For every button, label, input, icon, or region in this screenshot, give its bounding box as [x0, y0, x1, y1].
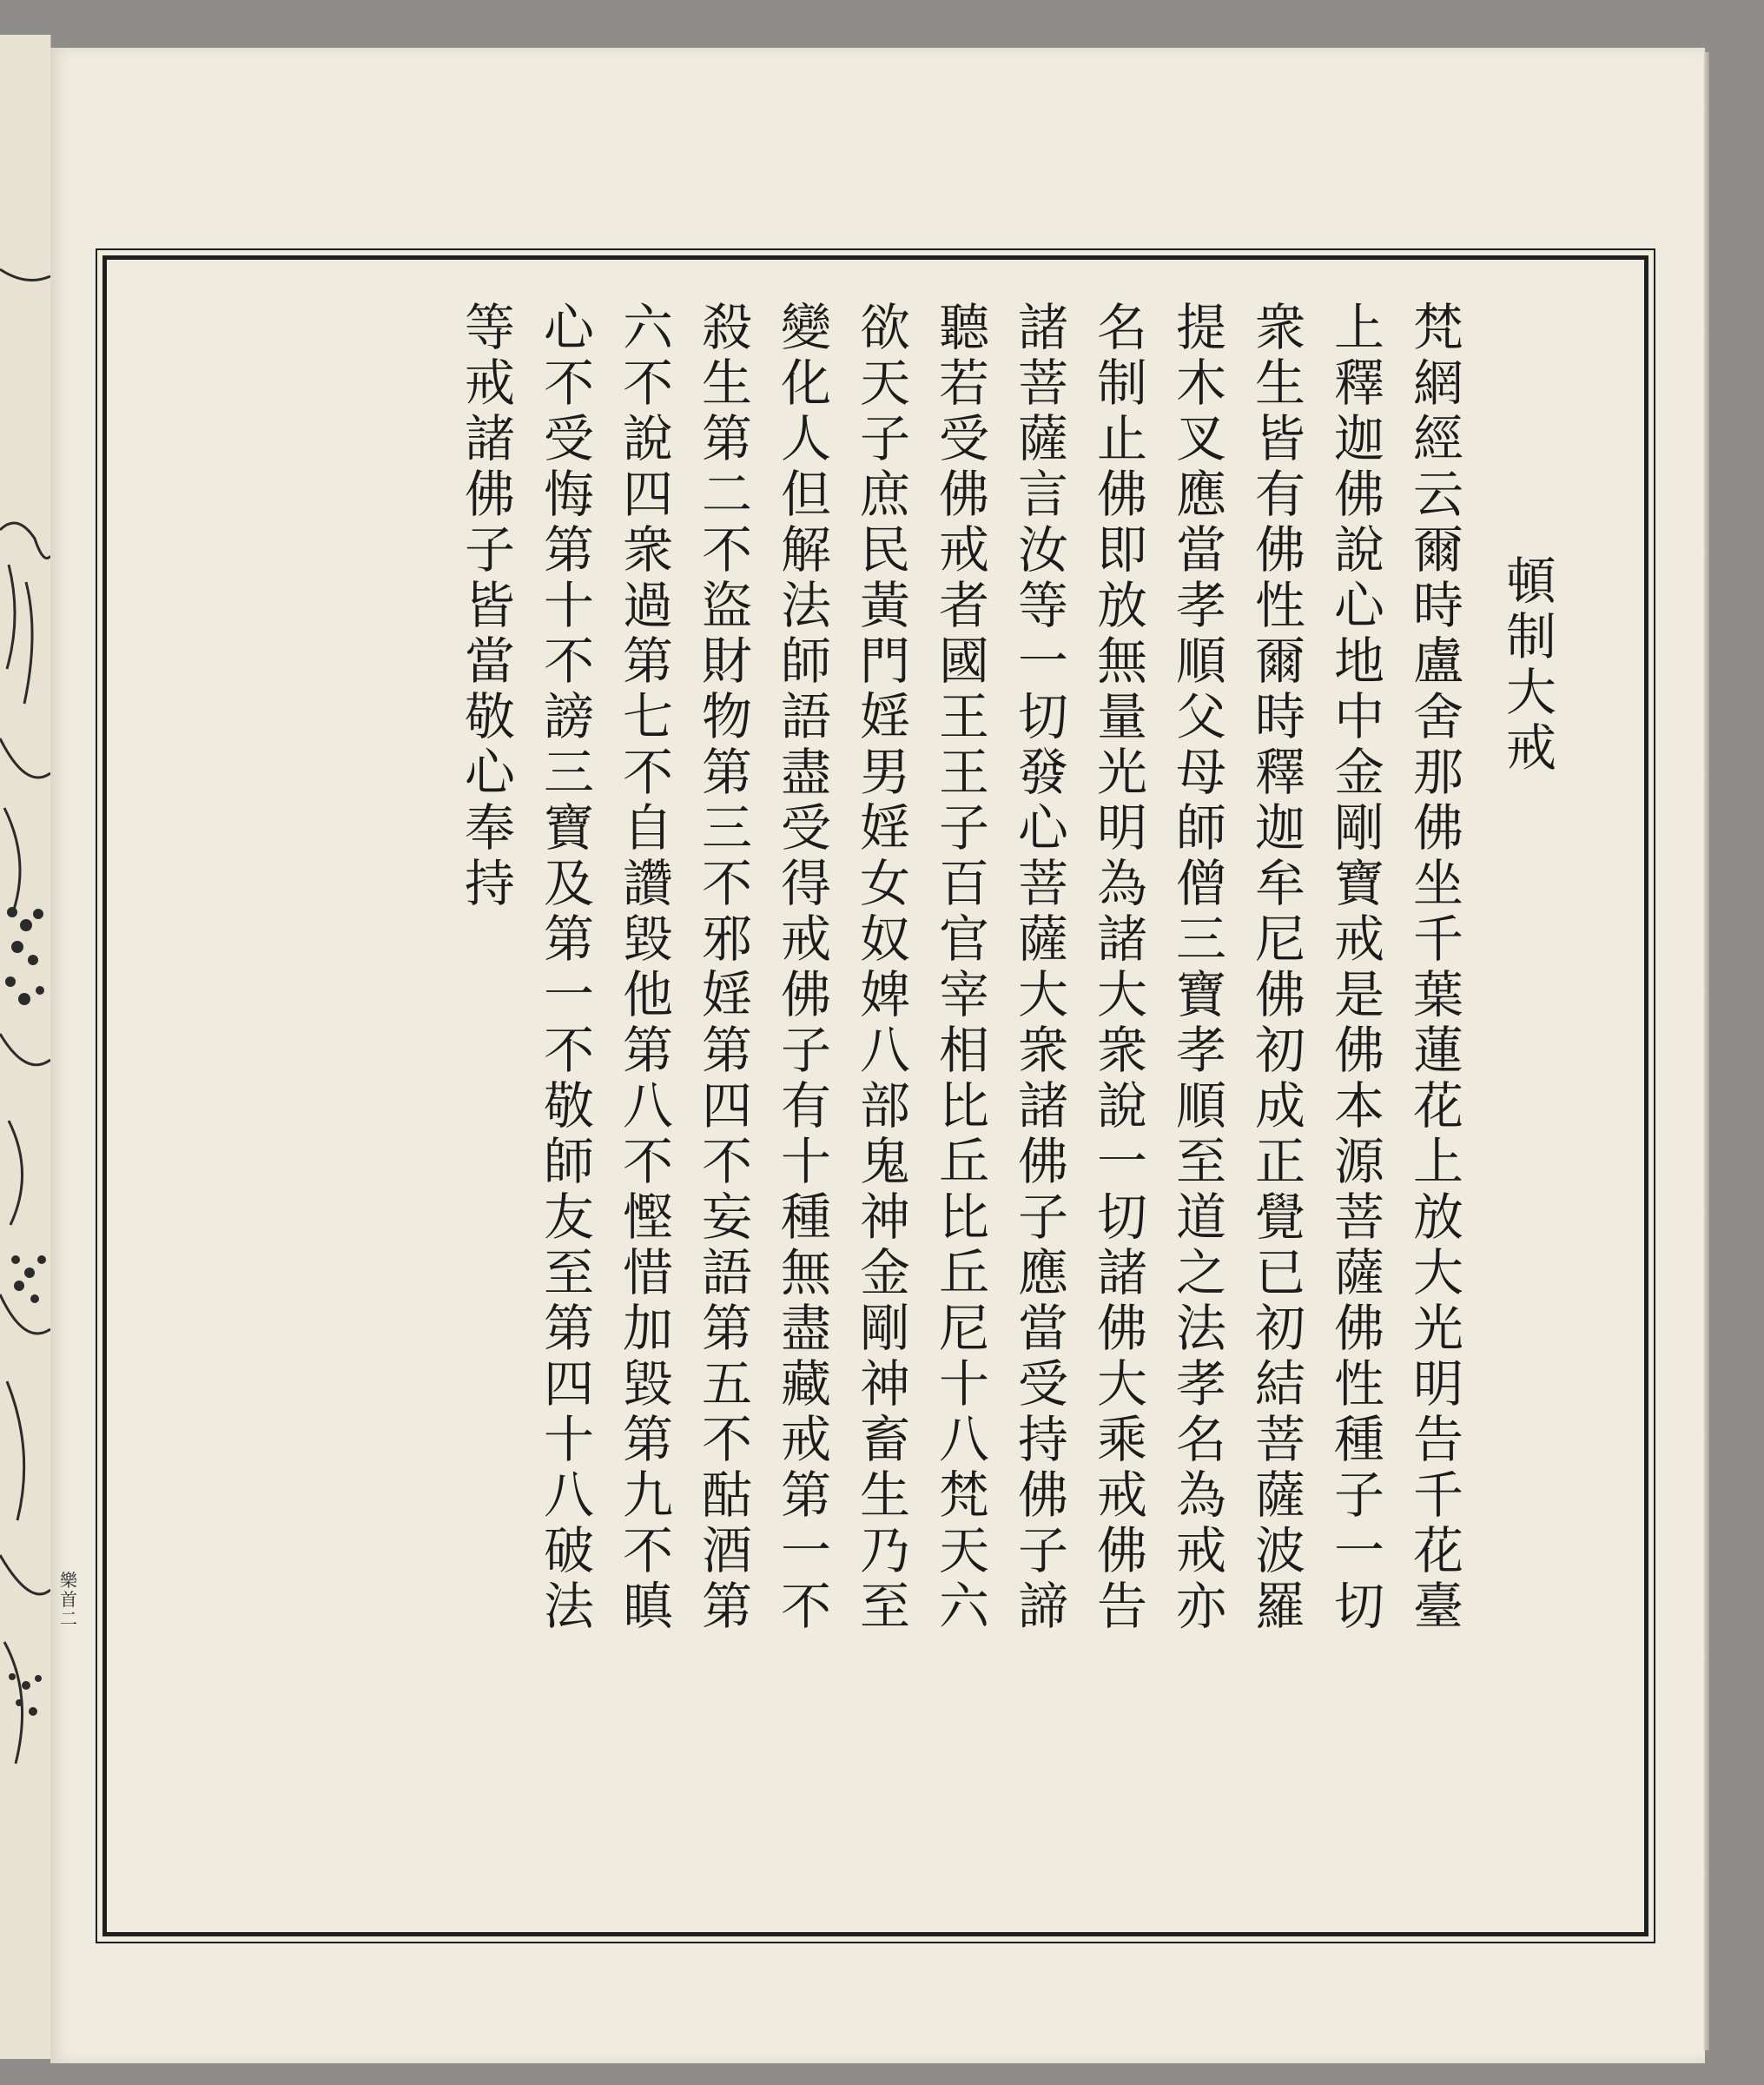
text-column: 上釋迦佛說心地中金剛寶戒是佛本源菩薩佛性種子一切 [1325, 301, 1384, 1635]
landscape-illustration-fragment [0, 252, 50, 1798]
text-column: 變化人但解法師語盡受得戒佛子有十種無盡藏戒第一不 [772, 301, 831, 1635]
page-edge [1704, 52, 1709, 2050]
left-page-fragment [0, 35, 51, 2059]
gutter-page-label: 樂首二 [60, 1570, 77, 1629]
text-column: 六不說四衆過第七不自讚毀他第八不慳惜加毀第九不瞋 [614, 301, 673, 1635]
text-column: 聽若受佛戒者國王王子百官宰相比丘比丘尼十八梵天六 [930, 301, 989, 1635]
text-column: 殺生第二不盜財物第三不邪婬第四不妄語第五不酤酒第 [693, 301, 752, 1635]
vertical-text-block [446, 301, 1566, 1864]
section-heading: 頓制大戒 [1497, 554, 1556, 777]
text-column: 等戒諸佛子皆當敬心奉持 [456, 301, 515, 912]
text-column: 衆生皆有佛性爾時釋迦牟尼佛初成正覺已初結菩薩波羅 [1246, 301, 1305, 1635]
text-column: 諸菩薩言汝等一切發心菩薩大衆諸佛子應當受持佛子諦 [1009, 301, 1068, 1635]
text-column: 提木叉應當孝順父母師僧三寶孝順至道之法孝名為戒亦 [1167, 301, 1226, 1635]
text-column: 欲天子庶民黃門婬男婬女奴婢八部鬼神金剛神畜生乃至 [851, 301, 910, 1635]
text-column: 名制止佛即放無量光明為諸大衆說一切諸佛大乘戒佛告 [1088, 301, 1147, 1635]
text-column: 心不受悔第十不謗三寶及第一不敬師友至第四十八破法 [535, 301, 594, 1635]
text-column: 梵網經云爾時盧舍那佛坐千葉蓮花上放大光明告千花臺 [1404, 301, 1463, 1635]
